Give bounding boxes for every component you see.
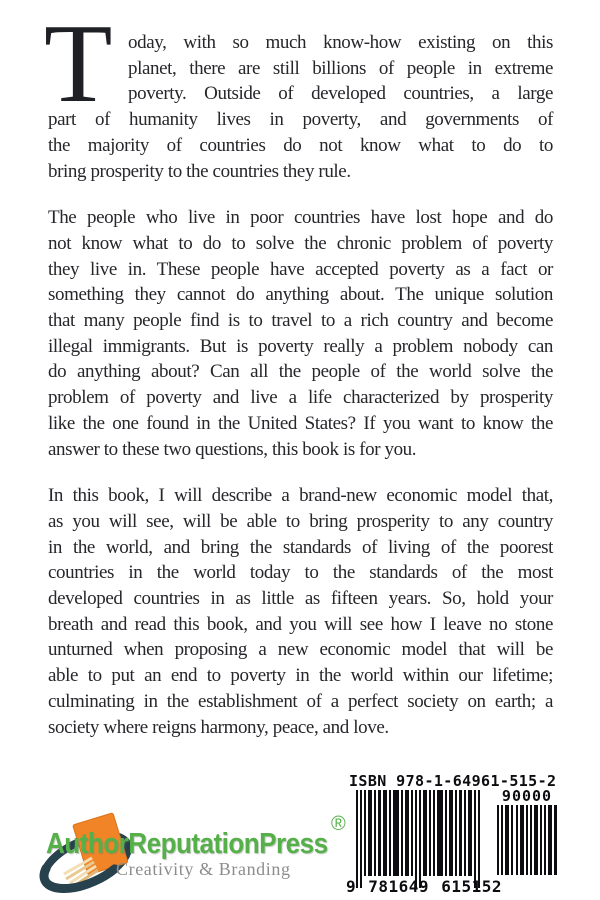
ean13-barcode [356, 790, 482, 890]
paragraph-3 [48, 483, 553, 740]
drop-cap-letter: T [44, 2, 113, 126]
ean-digit-group: 615152 [441, 877, 502, 896]
text-line: poverty. Outside of developed countries, a large [128, 83, 553, 105]
ean-digit-group: 9 [346, 877, 357, 896]
paragraph-1 [44, 2, 553, 184]
ean-digit-group: 781649 [368, 877, 430, 896]
ean-digits [346, 877, 502, 896]
text-line: like the one found in the United States? If you want to know the [48, 412, 553, 434]
text-line: The people who live in poor countries have lost hope and do [48, 207, 553, 229]
text-line: illegal immigrants. But is poverty really a problem nobody can [48, 335, 553, 357]
back-cover-blurb [44, 2, 553, 761]
text-line: part of humanity lives in poverty, and governments of [48, 109, 553, 131]
text-line: unturned when proposing a new economic model that will be [48, 639, 553, 661]
price-code: 90000 [501, 787, 553, 805]
text-line: the majority of countries do not know what to do to [48, 134, 553, 156]
text-line: they live in. These people have accepted poverty as a fact or [48, 258, 553, 280]
text-line: planet, there are still billions of people in extreme [128, 57, 553, 79]
text-line: answer to these two questions, this book is for you. [48, 438, 417, 460]
text-line: society where reigns harmony, peace, and love. [48, 716, 389, 738]
text-line: breath and read this book, and you will see how I leave no stone [48, 613, 553, 635]
text-line: bring prosperity to the countries they rule. [48, 160, 351, 182]
text-line: do anything about? Can all the people of the world solve the [48, 361, 553, 383]
text-line: In this book, I will describe a brand-new economic model that, [48, 485, 553, 507]
paragraph-2-lines [48, 205, 553, 462]
paragraph-2 [48, 205, 553, 462]
text-line: as you will see, will be able to bring prosperity to any country [48, 510, 553, 532]
text-line: not know what to do to solve the chronic problem of poverty [48, 232, 553, 254]
paragraph-3-lines [48, 483, 553, 740]
publisher-name: AuthorReputationPress [46, 828, 328, 860]
text-line: oday, with so much know-how existing on this [128, 32, 553, 53]
text-line: problem of poverty and live a life characterized by prosperity [48, 387, 553, 409]
publisher-tagline: Creativity & Branding [116, 859, 291, 879]
text-line: countries in the world today to the standards of the most [48, 562, 553, 584]
text-line: developed countries in as little as fifteen years. So, hold your [48, 588, 553, 610]
text-line: culminating in the establishment of a perfect society on earth; a [48, 690, 553, 712]
text-line: that many people find is to travel to a rich country and become [48, 310, 553, 332]
registered-trademark-icon: ® [331, 813, 346, 835]
text-line: able to put an end to poverty in the world within our lifetime; [48, 665, 553, 687]
text-line: something they cannot do anything about. The unique solution [48, 284, 553, 306]
isbn-number: ISBN 978-1-64961-515-2 [349, 772, 557, 790]
supplement-barcode [497, 805, 557, 875]
paragraph-1-lines [48, 30, 553, 184]
text-line: in the world, and bring the standards of living of the poorest [48, 536, 553, 558]
